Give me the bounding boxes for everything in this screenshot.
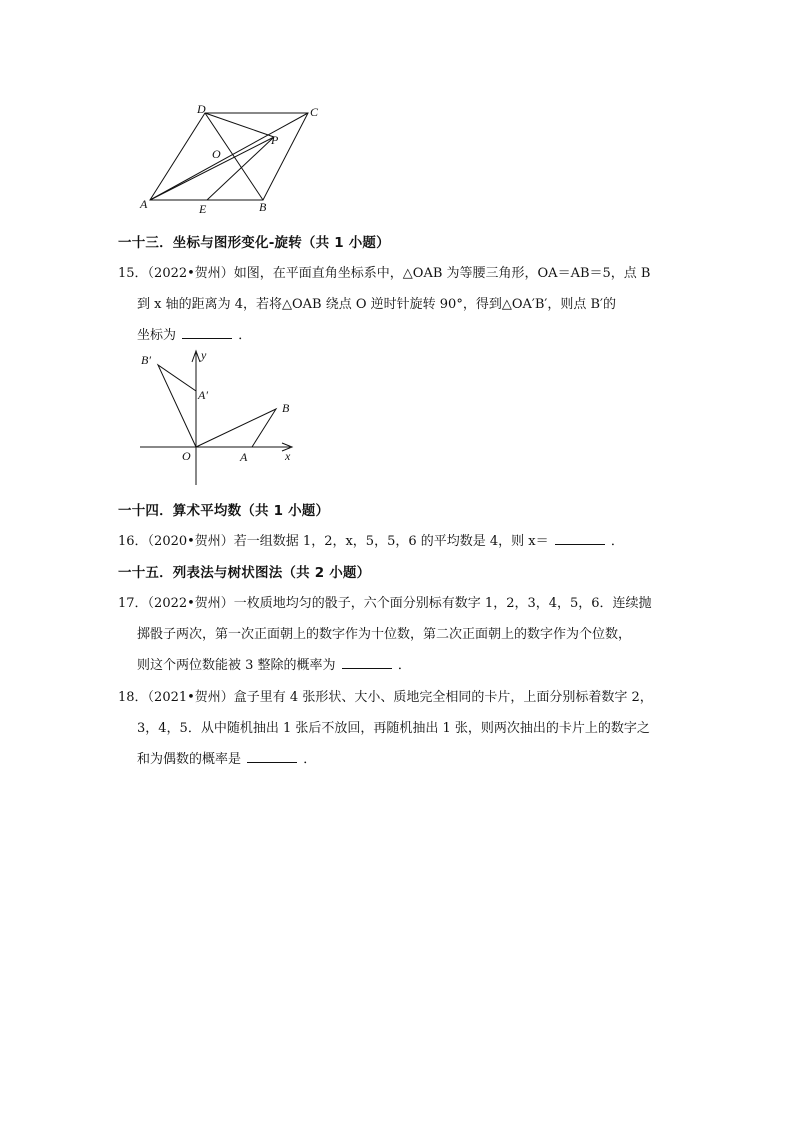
q17-line3-text: 则这个两位数能被 3 整除的概率为 <box>137 658 336 673</box>
q15-line1: 15．（2022•贺州）如图，在平面直角坐标系中，△OAB 为等腰三角形，OA＝AB＝5，点 B <box>118 266 651 281</box>
section-13-title: 一十三．坐标与图形变化-旋转（共 1 小题） <box>118 235 390 251</box>
label-e: E <box>199 202 207 216</box>
label-y: y <box>201 348 207 362</box>
q18-line2: 3，4，5．从中随机抽出 1 张后不放回，再随机抽出 1 张，则两次抽出的卡片上的数字之 <box>137 721 650 736</box>
rotation-figure <box>130 345 310 490</box>
q16-line1 <box>118 530 624 549</box>
q15-line3-text: 坐标为 <box>137 328 177 343</box>
q18-line3 <box>137 748 316 767</box>
q17-line1: 17．（2022•贺州）一枚质地均匀的骰子，六个面分别标有数字 1，2，3，4，5，6．连续抛 <box>118 596 652 611</box>
q18-line3-text: 和为偶数的概率是 <box>137 752 242 767</box>
answer-blank-16[interactable] <box>555 532 605 545</box>
q15-line3 <box>137 324 251 343</box>
answer-blank-17[interactable] <box>342 656 392 669</box>
label-a: A <box>140 197 148 211</box>
label-b-prime: B′ <box>141 353 151 367</box>
label-d: D <box>197 102 206 116</box>
q17-line2: 掷骰子两次，第一次正面朝上的数字作为十位数，第二次正面朝上的数字作为个位数， <box>137 627 632 642</box>
q18-line1: 18．（2021•贺州）盒子里有 4 张形状、大小、质地完全相同的卡片，上面分别标着数字 2， <box>118 690 653 705</box>
label-c: C <box>310 105 319 119</box>
parallelogram-figure <box>130 98 330 218</box>
q16-end: ． <box>610 534 624 549</box>
q16-text: 16．（2020•贺州）若一组数据 1，2，x，5，5，6 的平均数是 4，则 x＝ <box>118 534 549 549</box>
label-o: O <box>182 449 191 463</box>
q17-line3-end: ． <box>397 658 411 673</box>
label-x: x <box>285 449 291 463</box>
label-p: P <box>271 133 279 147</box>
label-a: A <box>240 450 248 464</box>
label-a-prime: A′ <box>198 388 208 402</box>
q18-line3-end: ． <box>303 752 317 767</box>
q17-line3 <box>137 654 411 673</box>
section-15-title: 一十五．列表法与树状图法（共 2 小题） <box>118 565 371 581</box>
answer-blank-18[interactable] <box>247 750 297 763</box>
q15-line2: 到 x 轴的距离为 4，若将△OAB 绕点 O 逆时针旋转 90°，得到△OA′B′，则点 B′的 <box>137 297 616 312</box>
label-o: O <box>212 147 221 161</box>
section-14-title: 一十四．算术平均数（共 1 小题） <box>118 503 330 519</box>
label-b: B <box>282 401 290 415</box>
q15-line3-end: ． <box>238 328 252 343</box>
answer-blank-15[interactable] <box>182 326 232 339</box>
label-b: B <box>259 200 267 214</box>
